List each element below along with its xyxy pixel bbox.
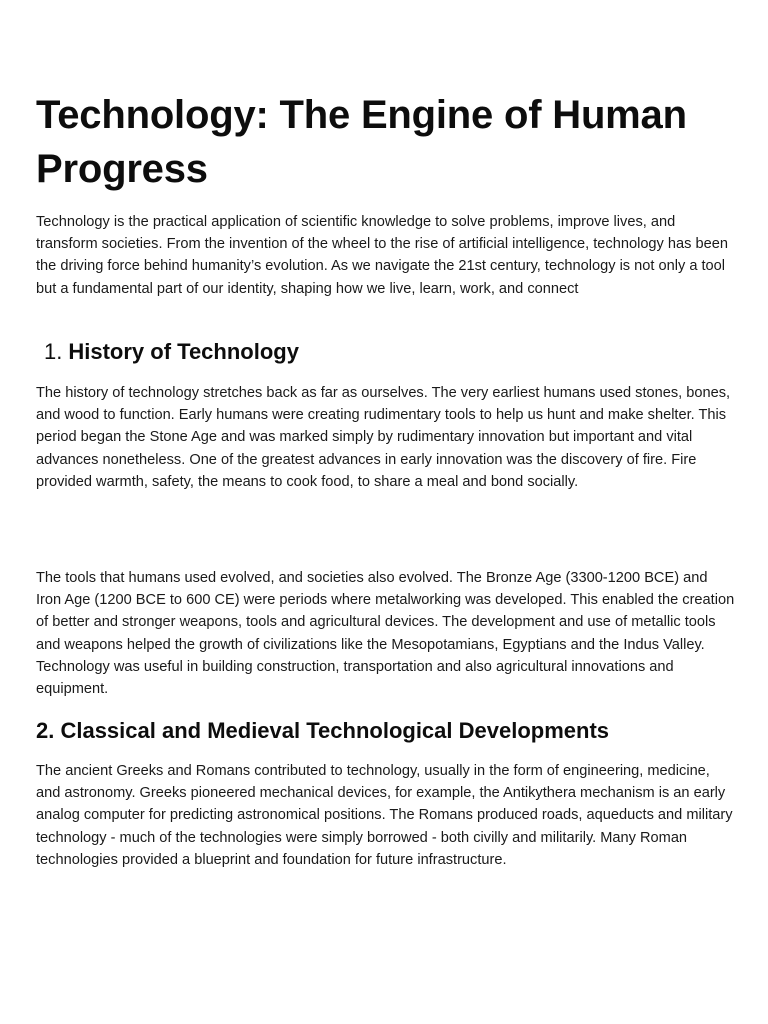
section-heading-text: History of Technology — [68, 339, 299, 364]
section-number: 1. — [44, 339, 63, 364]
history-paragraph-2: The tools that humans used evolved, and societies also evolved. The Bronze Age (3300-1200 BCE) and Iron Age (1200 BCE to 600 CE) were periods where metalworking was developed. This enabled the creation of better and stronger weapons, tools and agricultural devices. The development and use of metallic tools and weapons helped the growth of civilizations like the Mesopotamians, Egyptians and the Indus Valley. Technology was useful in building construction, transportation and also agricultural innovations and equipment. — [36, 570, 735, 698]
classical-paragraph: The ancient Greeks and Romans contributed to technology, usually in the form of engineering, medicine, and astronomy. Greeks pioneered mechanical devices, for example, the Antikythera mechanism is an early analog computer for predicting astronomical positions. The Romans produced roads, aqueducts and military technology - much of the technologies were simply borrowed - both civilly and militarily. Many Roman technologies provided a blueprint and foundation for future infrastructure. — [36, 763, 733, 868]
section-heading-classical: 2. Classical and Medieval Technological Developments — [36, 718, 610, 743]
section-heading-history — [44, 337, 299, 367]
document-title: Technology: The Engine of Human Progress — [36, 93, 687, 191]
history-paragraph-1: The history of technology stretches back as far as ourselves. The very earliest humans used stones, bones, and wood to function. Early humans were creating rudimentary tools to help us hunt and make shelter. This period began the Stone Age and was marked simply by rudimentary innovation but important and vital advances nonetheless. One of the greatest advances in early innovation was the discovery of fire. Fire provided warmth, safety, the means to cook food, to share a meal and bond socially. — [36, 385, 731, 490]
intro-paragraph: Technology is the practical application of scientific knowledge to solve problems, improve lives, and transform societies. From the invention of the wheel to the rise of artificial intelligence, technology has been the driving force behind humanity’s evolution. As we navigate the 21st century, technology is not only a tool but a fundamental part of our identity, shaping how we live, learn, work, and connect — [36, 214, 728, 297]
